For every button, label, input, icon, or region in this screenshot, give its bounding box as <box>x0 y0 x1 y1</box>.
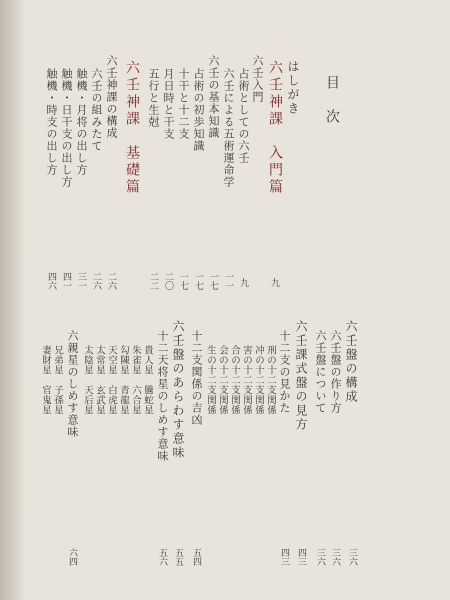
page-number: 四三 <box>296 548 306 566</box>
toc-subentry: 刑の十二支関係 <box>265 345 276 415</box>
toc-subentry: 朱雀星 六合星 <box>130 345 141 415</box>
toc-entry: 十二支関係の吉凶 <box>190 330 203 426</box>
toc-entry: 月日時と干支 <box>162 68 175 140</box>
page-number: 一七 <box>193 272 203 290</box>
toc-entry: 六壬入門 <box>251 55 264 103</box>
toc-entry: 十二支の見かた <box>278 330 291 414</box>
page-number: 二二 <box>148 272 158 290</box>
toc-entry: 占術としての六壬 <box>237 68 250 164</box>
toc-subentry: 貴人星 騰蛇星 <box>142 345 153 415</box>
page-number: 三六 <box>347 548 357 566</box>
toc-entry: 十二天将星のしめす意味 <box>156 330 169 462</box>
toc-subentry: 太常星 玄武星 <box>94 345 105 415</box>
toc-entry: 六壬課式盤の見方 <box>294 320 308 432</box>
toc-subentry: 天空星 白虎星 <box>106 345 117 415</box>
preface-entry: はしがき <box>286 60 300 116</box>
part1-title: 六壬神課 入門篇 <box>267 60 283 196</box>
toc-entry: 六壬盤の構成 <box>344 320 358 404</box>
toc-subentry: 勾陳星 青龍星 <box>118 345 129 415</box>
page-number: 四一 <box>61 272 71 290</box>
page-number: 五四 <box>191 548 201 566</box>
toc-subentry: 害の十二支関係 <box>241 345 252 415</box>
toc-entry: 占術の初歩知識 <box>192 68 205 152</box>
page-number: 九 <box>269 278 279 287</box>
toc-entry: 触機・時支の出し方 <box>45 68 58 176</box>
toc-entry: 六親星のしめす意味 <box>66 330 79 438</box>
toc-entry: 六壬の組みたて <box>90 68 103 152</box>
toc-entry: 六壬による五術運命学 <box>222 68 235 188</box>
page-number: 二六 <box>91 272 101 290</box>
toc-subentry: 冲の十二支関係 <box>253 345 264 415</box>
page-number: 三六 <box>330 548 340 566</box>
toc-subentry: 太陰星 天后星 <box>82 345 93 415</box>
page-number: 一七 <box>208 272 218 290</box>
toc-entry: 五行と生尅 <box>147 68 160 128</box>
page-gutter-shadow <box>0 0 26 600</box>
page-number: 四六 <box>46 272 56 290</box>
toc-subentry: 生の十二支関係 <box>205 345 216 415</box>
toc-entry: 六壬盤のあらわす意味 <box>171 320 185 460</box>
toc-subentry: 会の十二支関係 <box>217 345 228 415</box>
toc-entry: 触機・月将の出し方 <box>75 68 88 176</box>
toc-title: 目 次 <box>324 75 340 126</box>
toc-entry: 十干と十二支 <box>177 68 190 140</box>
toc-subentry: 妻財星 官鬼星 <box>40 345 51 415</box>
page-number: 三一 <box>76 272 86 290</box>
toc-subentry: 合の十二支関係 <box>229 345 240 415</box>
page-number: 二六 <box>106 272 116 290</box>
page-number: 二〇 <box>163 272 173 290</box>
page-number: 三六 <box>315 548 325 566</box>
page-number: 四三 <box>279 548 289 566</box>
toc-entry: 六壬盤について <box>314 330 327 414</box>
page-number: 九 <box>238 278 248 287</box>
page-number: 五六 <box>157 548 167 566</box>
part2-title: 六壬神課 基礎篇 <box>124 60 140 196</box>
toc-entry: 触機・日干支の出し方 <box>60 68 73 188</box>
page-number: 六四 <box>67 548 77 566</box>
page-number: 一七 <box>178 272 188 290</box>
page-number: 一一 <box>223 272 233 290</box>
toc-entry: 六壬神課の構成 <box>105 55 118 139</box>
toc-entry: 六壬の基本知識 <box>207 55 220 139</box>
toc-entry: 六壬盤の作り方 <box>329 330 342 414</box>
page-number: 五五 <box>173 548 183 566</box>
toc-subentry: 兄弟星 子孫星 <box>52 345 63 415</box>
